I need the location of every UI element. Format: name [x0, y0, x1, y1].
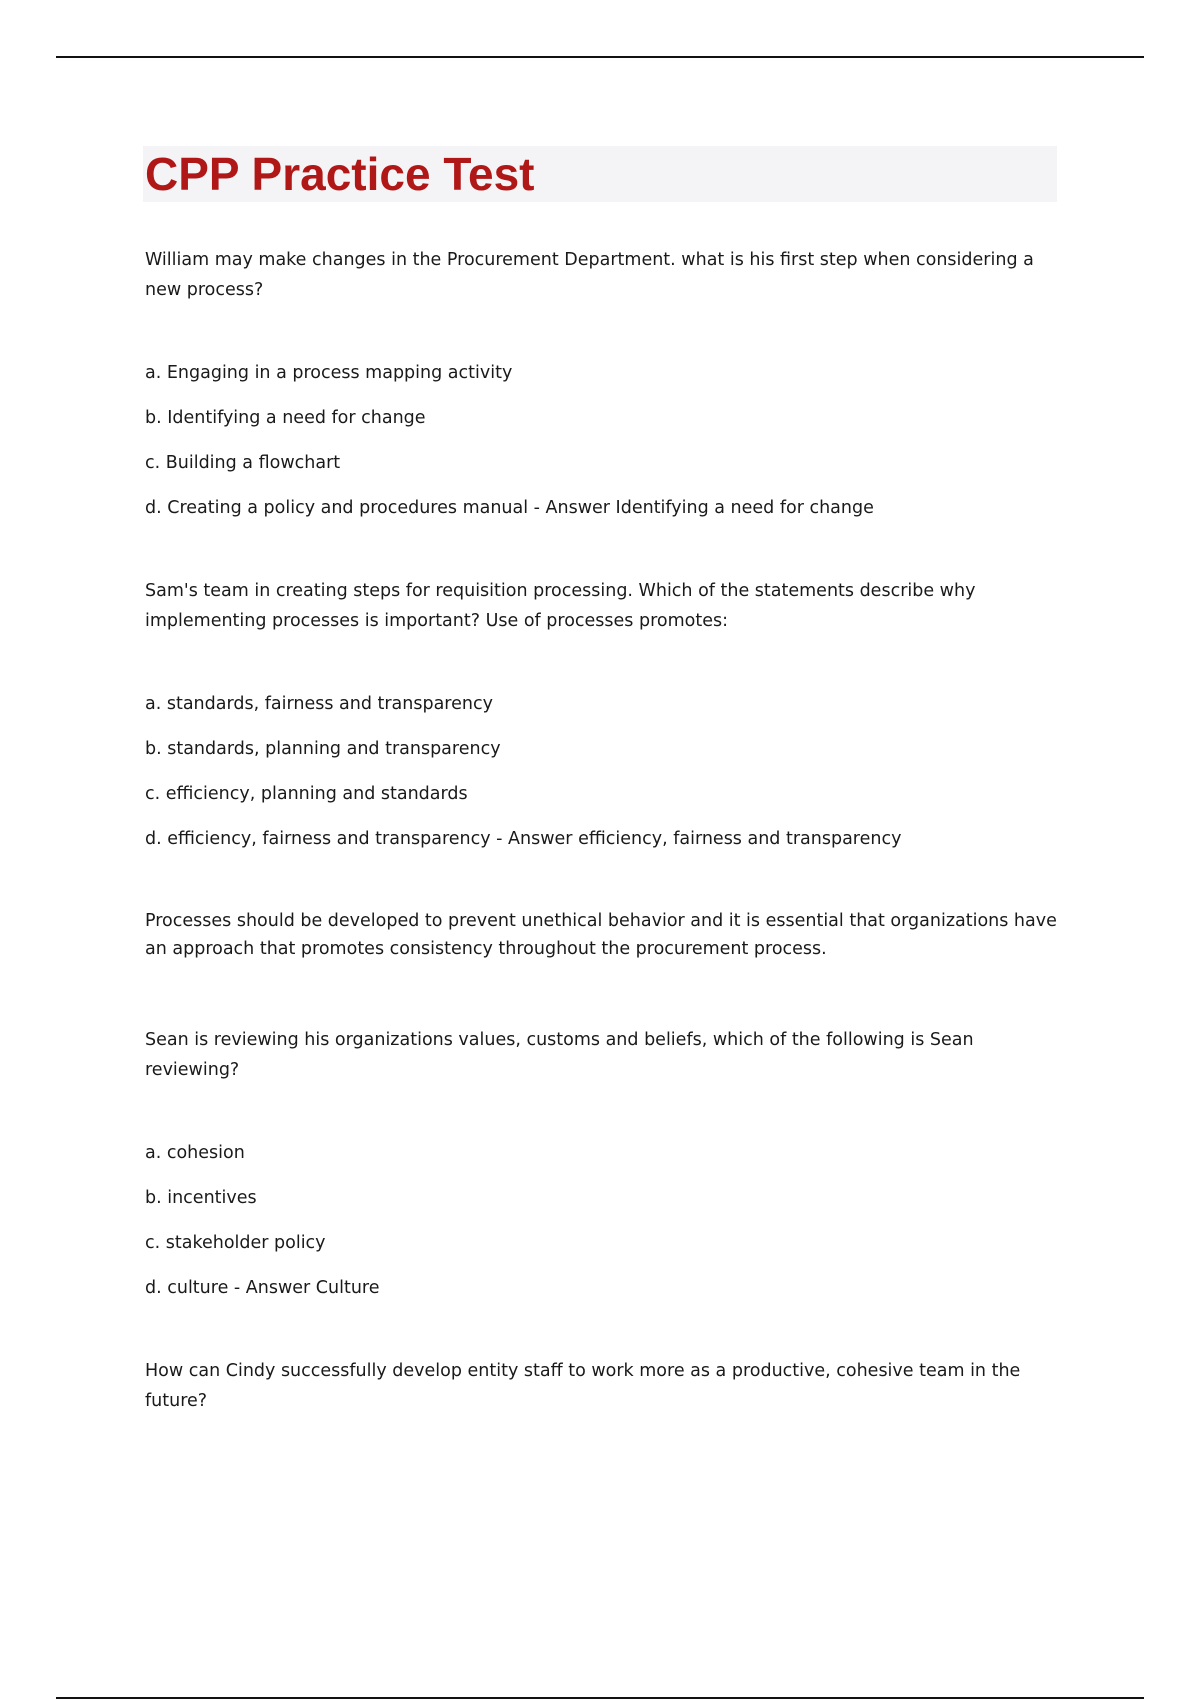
option-item: d. efficiency, fairness and transparency - Answer efficiency, fairness and transparency — [145, 829, 902, 849]
question-1-options — [145, 358, 1057, 538]
question-1: William may make changes in the Procurement Department. what is his first step when considering a new process? — [145, 250, 1034, 300]
option-item: c. Building a flowchart — [145, 453, 341, 473]
option-item: a. standards, fairness and transparency — [145, 694, 493, 714]
question-2-options — [145, 689, 1057, 869]
question-4: How can Cindy successfully develop entity staff to work more as a productive, cohesive team in the future? — [145, 1361, 1021, 1411]
option-item: d. Creating a policy and procedures manual - Answer Identifying a need for change — [145, 498, 874, 518]
page-title: CPP Practice Test — [145, 148, 535, 200]
top-rule — [56, 56, 1144, 58]
statement-paragraph: Processes should be developed to prevent unethical behavior and it is essential that organizations have an approach that promotes consistency throughout the procurement process. — [145, 911, 1057, 959]
option-item: b. incentives — [145, 1188, 257, 1208]
title-band — [143, 146, 1057, 202]
option-item: c. stakeholder policy — [145, 1233, 326, 1253]
document-body — [145, 146, 1057, 1416]
option-item: d. culture - Answer Culture — [145, 1278, 380, 1298]
option-item: a. Engaging in a process mapping activity — [145, 363, 513, 383]
option-item: b. standards, planning and transparency — [145, 739, 501, 759]
option-item: c. efficiency, planning and standards — [145, 784, 468, 804]
question-3-options — [145, 1138, 1057, 1318]
bottom-rule — [56, 1697, 1144, 1699]
option-item: a. cohesion — [145, 1143, 245, 1163]
question-2: Sam's team in creating steps for requisition processing. Which of the statements describe why implementing processes is important? Use of processes promotes: — [145, 581, 976, 631]
option-item: b. Identifying a need for change — [145, 408, 426, 428]
question-3: Sean is reviewing his organizations values, customs and beliefs, which of the following is Sean reviewing? — [145, 1030, 974, 1080]
